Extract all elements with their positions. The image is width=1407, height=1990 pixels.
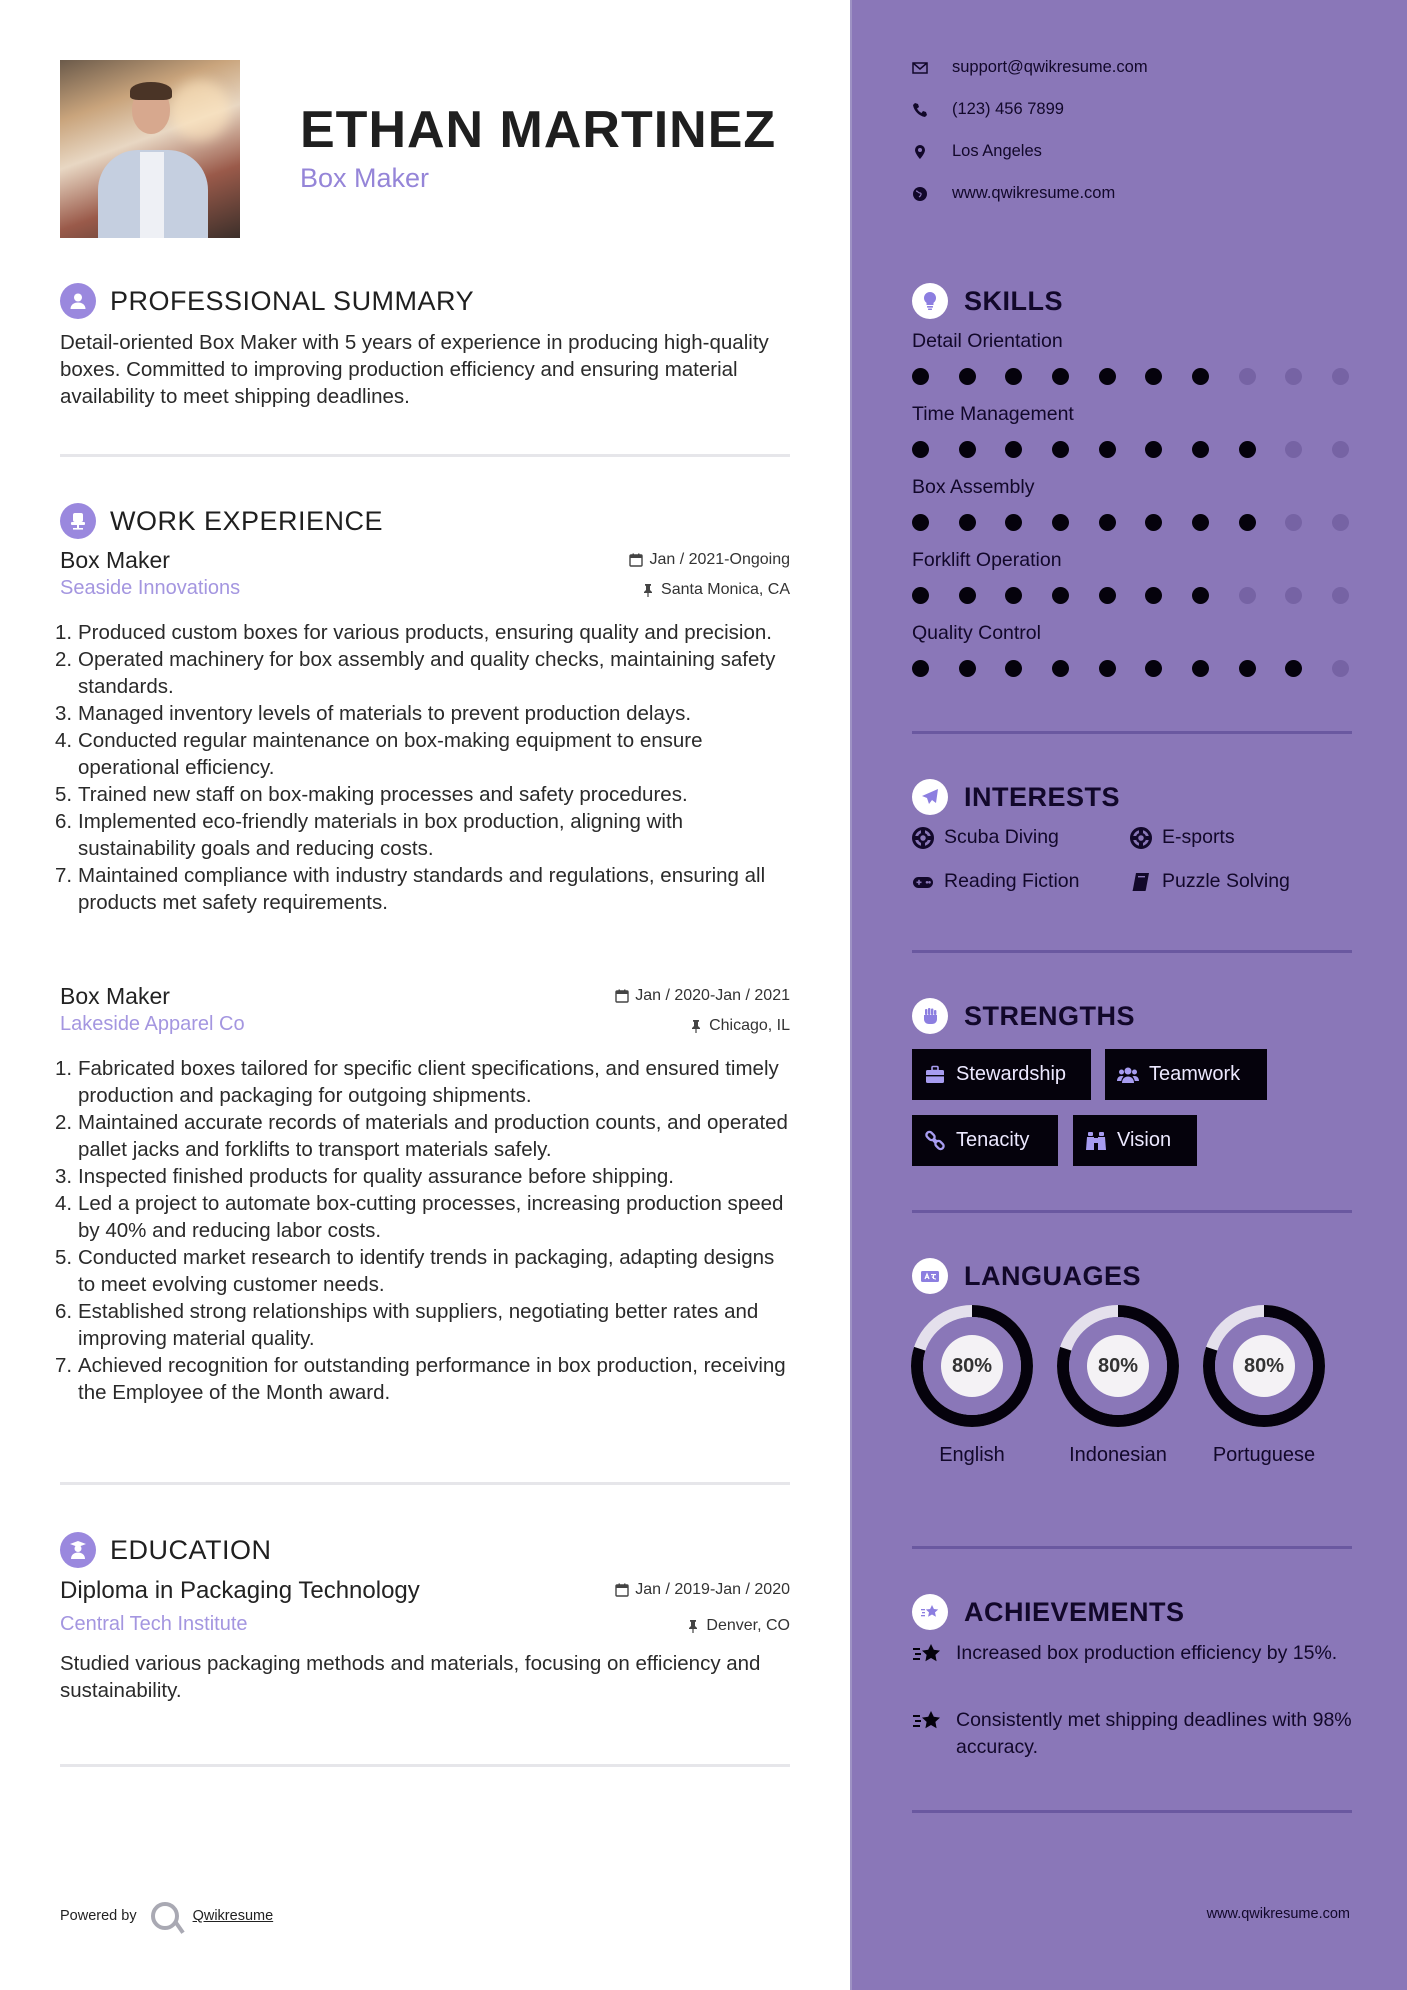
skill-rating	[912, 441, 1349, 458]
degree-title: Diploma in Packaging Technology	[60, 1577, 420, 1604]
list-item: 3. Inspected finished products for quality assurance before shipping.	[55, 1165, 675, 1188]
list-item: 6. Implemented eco-friendly materials in box production, aligning with sustainability goals and reducing costs.	[55, 810, 684, 860]
experience-heading: WORK EXPERIENCE	[60, 503, 383, 539]
map-marker-icon	[912, 144, 928, 160]
calendar-icon	[629, 553, 643, 567]
job-location: Chicago, IL	[689, 1017, 790, 1035]
skill-item: Time Management	[912, 403, 1352, 458]
pushpin-icon	[686, 1619, 700, 1633]
strength-tag: Stewardship	[912, 1049, 1091, 1100]
job-dates: Jan / 2020-Jan / 2021	[615, 987, 790, 1005]
footer-website-link[interactable]: www.qwikresume.com	[1206, 1906, 1350, 1922]
school-name: Central Tech Institute	[60, 1613, 248, 1635]
strength-tag: Teamwork	[1105, 1049, 1267, 1100]
list-item: 7. Maintained compliance with industry standards and regulations, ensuring all products met safety requirements.	[55, 864, 766, 914]
calendar-icon	[615, 1583, 629, 1597]
section-divider	[912, 1546, 1352, 1549]
skill-rating	[912, 514, 1349, 531]
section-divider	[60, 1764, 790, 1767]
candidate-title: Box Maker	[300, 163, 430, 193]
gamepad-icon	[912, 871, 934, 893]
section-divider	[912, 731, 1352, 734]
user-icon	[60, 283, 96, 319]
briefcase-icon	[924, 1064, 946, 1086]
company-name: Lakeside Apparel Co	[60, 1013, 245, 1035]
paper-plane-icon	[912, 779, 948, 815]
globe-icon	[912, 186, 928, 202]
skill-item: Detail Orientation	[912, 330, 1352, 385]
interests-heading: INTERESTS	[912, 779, 1120, 815]
list-item: 2. Maintained accurate records of materials and production counts, and operated pallet jacks and forklifts to transport materials safely.	[55, 1111, 788, 1161]
job-bullets	[55, 619, 790, 916]
list-item: 4. Conducted regular maintenance on box-making equipment to ensure operational efficiency.	[55, 729, 703, 779]
skill-item: Quality Control	[912, 622, 1352, 677]
job-entry	[55, 983, 790, 1406]
interest-item: Reading Fiction	[912, 870, 1080, 893]
company-name: Seaside Innovations	[60, 577, 241, 599]
life-ring-icon	[1130, 827, 1152, 849]
book-icon	[1130, 871, 1152, 893]
language-item: 80% English	[910, 1304, 1034, 1469]
job-dates: Jan / 2021-Ongoing	[629, 551, 790, 569]
section-divider	[912, 1210, 1352, 1213]
list-item: 6. Established strong relationships with suppliers, negotiating better rates and improving material quality.	[55, 1300, 759, 1350]
office-chair-icon	[60, 503, 96, 539]
fist-icon	[912, 998, 948, 1034]
job-entry	[55, 547, 790, 916]
achievements-heading: ACHIEVEMENTS	[912, 1594, 1185, 1630]
strengths-heading: STRENGTHS	[912, 998, 1135, 1034]
contact-location: Los Angeles	[912, 142, 1042, 161]
section-divider	[912, 950, 1352, 953]
language-icon	[912, 1258, 948, 1294]
phone-icon	[912, 102, 928, 118]
education-heading: EDUCATION	[60, 1532, 272, 1568]
contact-website[interactable]: www.qwikresume.com	[912, 184, 1115, 203]
contact-email[interactable]: support@qwikresume.com	[912, 58, 1148, 77]
link-icon	[924, 1130, 946, 1152]
language-item: 80% Indonesian	[1056, 1304, 1180, 1469]
job-bullets	[55, 1055, 790, 1406]
skill-rating	[912, 368, 1349, 385]
shooting-star-icon	[912, 1594, 948, 1630]
job-location: Santa Monica, CA	[641, 581, 790, 599]
sidebar	[850, 0, 1407, 1990]
job-title: Box Maker	[60, 547, 170, 573]
list-item: 5. Conducted market research to identify trends in packaging, adapting designs to meet evolving customer needs.	[55, 1246, 775, 1296]
profile-photo	[60, 60, 240, 238]
job-title: Box Maker	[60, 983, 170, 1009]
summary-heading: PROFESSIONAL SUMMARY	[60, 283, 474, 319]
education-location: Denver, CO	[686, 1617, 790, 1635]
list-item: 1. Produced custom boxes for various products, ensuring quality and precision.	[55, 621, 772, 644]
binoculars-icon	[1085, 1130, 1107, 1152]
candidate-name: ETHAN MARTINEZ	[300, 101, 777, 159]
skill-rating	[912, 587, 1349, 604]
contact-phone[interactable]: (123) 456 7899	[912, 100, 1064, 119]
qwikresume-logo-icon	[151, 1902, 179, 1930]
interest-item: Puzzle Solving	[1130, 870, 1290, 893]
education-description: Studied various packaging methods and materials, focusing on efficiency and sustainability.	[60, 1652, 761, 1702]
shooting-star-icon	[912, 1642, 942, 1668]
skill-rating	[912, 660, 1349, 677]
list-item: 1. Fabricated boxes tailored for specific client specifications, and ensured timely production and packaging for outgoing shipments.	[55, 1057, 779, 1107]
pushpin-icon	[689, 1019, 703, 1033]
shooting-star-icon	[912, 1709, 942, 1735]
lightbulb-icon	[912, 283, 948, 319]
education-entry	[60, 1577, 790, 1643]
pushpin-icon	[641, 583, 655, 597]
calendar-icon	[615, 989, 629, 1003]
envelope-icon	[912, 60, 928, 76]
life-ring-icon	[912, 827, 934, 849]
list-item: 5. Trained new staff on box-making processes and safety procedures.	[55, 783, 688, 806]
qwikresume-link[interactable]: Qwikresume	[192, 1908, 274, 1924]
strength-tag: Tenacity	[912, 1115, 1058, 1166]
strength-tag: Vision	[1073, 1115, 1197, 1166]
achievement-item: Increased box production efficiency by 15%.	[912, 1640, 1352, 1668]
languages-heading: LANGUAGES	[912, 1258, 1141, 1294]
interest-item: E-sports	[1130, 826, 1235, 849]
powered-by: Powered by Qwikresume	[60, 1902, 273, 1930]
skills-heading: SKILLS	[912, 283, 1063, 319]
graduate-icon	[60, 1532, 96, 1568]
language-progress-ring: 80%	[1056, 1304, 1180, 1428]
skill-item: Forklift Operation	[912, 549, 1352, 604]
language-progress-ring: 80%	[910, 1304, 1034, 1428]
users-icon	[1117, 1064, 1139, 1086]
interest-item: Scuba Diving	[912, 826, 1059, 849]
skill-item: Box Assembly	[912, 476, 1352, 531]
section-divider	[60, 1482, 790, 1485]
education-dates: Jan / 2019-Jan / 2020	[615, 1581, 790, 1599]
summary-text: Detail-oriented Box Maker with 5 years of experience in producing high-quality boxes. Committed to improving production efficiency and ensuring material availability to meet shipping deadlines.	[60, 331, 769, 408]
achievement-item: Consistently met shipping deadlines with 98% accuracy.	[912, 1707, 1352, 1761]
list-item: 2. Operated machinery for box assembly and quality checks, maintaining safety standards.	[55, 648, 776, 698]
list-item: 7. Achieved recognition for outstanding performance in box production, receiving the Employee of the Month award.	[55, 1354, 786, 1404]
language-item: 80% Portuguese	[1202, 1304, 1326, 1469]
list-item: 4. Led a project to automate box-cutting processes, increasing production speed by 40% and reducing labor costs.	[55, 1192, 784, 1242]
list-item: 3. Managed inventory levels of materials to prevent production delays.	[55, 702, 692, 725]
section-divider	[60, 454, 790, 457]
section-divider	[912, 1810, 1352, 1813]
language-progress-ring: 80%	[1202, 1304, 1326, 1428]
